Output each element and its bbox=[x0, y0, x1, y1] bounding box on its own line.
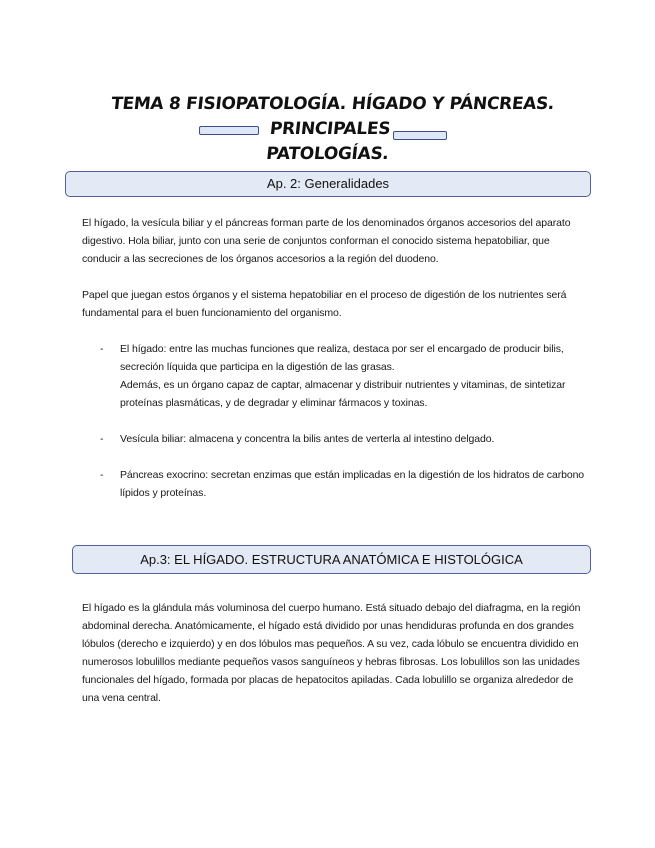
list-dash: - bbox=[100, 343, 104, 355]
list-dash: - bbox=[100, 469, 104, 481]
section-heading-generalidades bbox=[65, 171, 591, 197]
section-heading-higado bbox=[72, 545, 591, 574]
title-underline-left bbox=[199, 126, 259, 135]
title-line-2: PATOLOGÍAS. bbox=[265, 144, 390, 164]
list-item-text: Páncreas exocrino: secretan enzimas que están implicadas en la digestión de los hidratos de carbono lípidos y proteínas. bbox=[120, 469, 585, 499]
paragraph-higado: El hígado es la glándula más voluminosa del cuerpo humano. Está situado debajo del diafragma, en la región abdominal derecha. Anatómicamente, el hígado está dividido por unas hendiduras profunda en dos grandes lóbulos (derecho e izquierdo) y en dos lóbulos mas pequeños. A su vez, cada lóbulo se encuentra dividido en numerosos lobulillos mediante pequeños vasos sanguíneos y hebras fibrosas. Los lobulillos son las unidades funcionales del hígado, formada por placas de hepatocitos apiladas. Cada lobulillo se organiza alrededor de una vena central. bbox=[82, 602, 581, 704]
title-line-1: TEMA 8 FISIOPATOLOGÍA. HÍGADO Y PÁNCREAS. PRINCIPALES bbox=[110, 94, 556, 139]
paragraph-intro: El hígado, la vesícula biliar y el páncreas forman parte de los denominados órganos accesorios del aparato digestivo. Hola biliar, junto con una serie de conjuntos conforman el conocido sistema hepatobiliar, que conducir a las secreciones de los órganos accesorios a la región del duodeno. bbox=[82, 217, 571, 265]
section-heading-text: Ap. 2: Generalidades bbox=[266, 176, 390, 191]
list-item-pancreas bbox=[100, 466, 590, 502]
page-title bbox=[56, 92, 604, 167]
paragraph-role: Papel que juegan estos órganos y el sistema hepatobiliar en el proceso de digestión de los nutrientes será fundamental para el buen funcionamiento del organismo. bbox=[82, 289, 567, 319]
list-item-text: El hígado: entre las muchas funciones que realiza, destaca por ser el encargado de producir bilis, secreción líquida que participa en la digestión de las grasas. bbox=[120, 343, 564, 373]
list-item-higado bbox=[100, 340, 590, 412]
list-item-text: Vesícula biliar: almacena y concentra la bilis antes de verterla al intestino delgado. bbox=[120, 433, 495, 445]
title-underline-right bbox=[393, 131, 447, 140]
organ-list bbox=[100, 340, 590, 520]
list-dash: - bbox=[100, 433, 104, 445]
section-heading-text: Ap.3: EL HÍGADO. ESTRUCTURA ANATÓMICA E HISTOLÓGICA bbox=[140, 552, 523, 567]
list-item-extra: Además, es un órgano capaz de captar, almacenar y distribuir nutrientes y vitaminas, de sintetizar proteínas plasmáticas, y de degradar y eliminar fármacos y toxinas. bbox=[120, 379, 566, 409]
list-item-vesicula bbox=[100, 430, 590, 448]
